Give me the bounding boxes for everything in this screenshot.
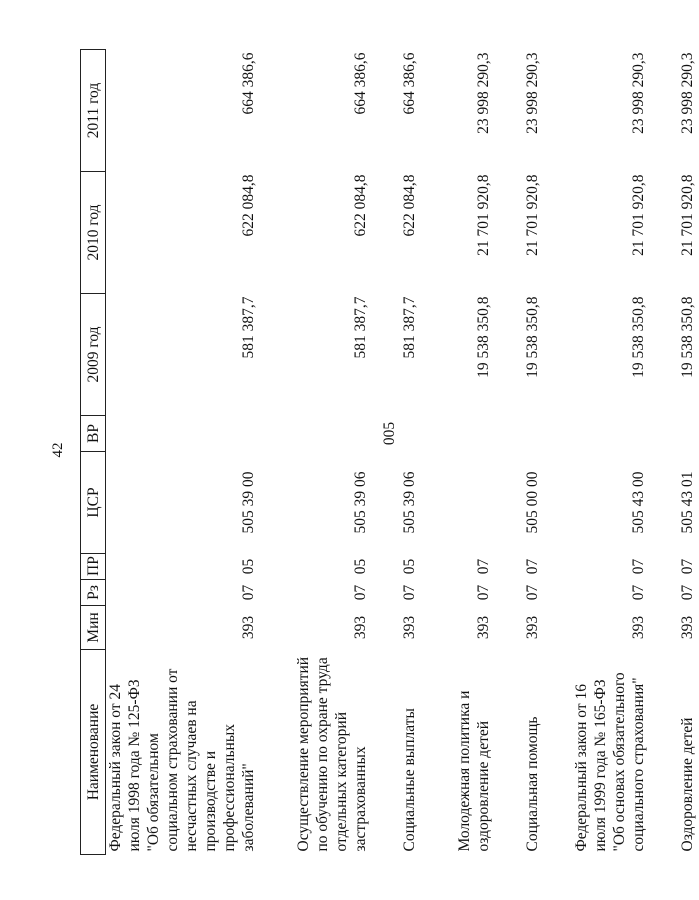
row-min: 393 [679,615,696,640]
row-2009: 19 538 350,8 [524,296,541,378]
row-2011: 664 386,6 [240,52,257,115]
row-csr: 505 43 00 [630,471,647,534]
row-2010: 21 701 920,8 [475,174,492,256]
row-2009: 19 538 350,8 [630,296,647,378]
header-2009: 2009 год [81,294,106,416]
row-pr: 05 [401,558,418,575]
budget-table [80,49,699,855]
row-2011: 664 386,6 [352,52,369,115]
table-row [421,50,495,855]
row-min: 393 [401,615,418,640]
row-vr [544,416,650,452]
table-row [106,50,261,855]
row-2009: 581 387,7 [352,296,369,359]
row-pr: 07 [475,558,492,575]
row-vr [650,416,699,452]
row-csr [421,452,495,554]
row-2011: 23 998 290,3 [524,52,541,134]
row-2009: 581 387,7 [240,296,257,359]
table-row [495,50,544,855]
row-vr [372,416,421,452]
row-min: 393 [475,615,492,640]
row-vr [495,416,544,452]
page-number: 42 [50,442,66,458]
row-name: Социальные выплаты [401,708,418,852]
row-2009: 19 538 350,8 [475,296,492,378]
row-csr: 505 39 06 [352,471,369,534]
row-2009: 19 538 350,8 [679,296,696,378]
row-2009: 581 387,7 [401,296,418,359]
header-pr: ПР [81,554,106,580]
row-min: 393 [524,615,541,640]
table-row [544,50,650,855]
row-csr: 505 00 00 [524,471,541,534]
row-name: Молодежная политика и оздоровление детей [456,690,492,852]
row-csr: 505 39 06 [401,471,418,534]
row-2011: 23 998 290,3 [679,52,696,134]
header-rz: Рз [81,580,106,606]
header-row [81,50,106,855]
row-rz: 07 [401,584,418,601]
row-rz: 07 [352,584,369,601]
row-pr: 07 [524,558,541,575]
row-rz: 07 [524,584,541,601]
table-row [372,50,421,855]
row-vr-value: 005 [381,421,398,446]
row-2011: 23 998 290,3 [475,52,492,134]
row-2011: 23 998 290,3 [630,52,647,134]
row-name: Федеральный закон от 16 июля 1999 года № 165-ФЗ "Об основах обязательного социального страхования" [573,672,647,852]
row-rz: 07 [475,584,492,601]
row-2010: 622 084,8 [352,174,369,237]
row-vr [106,416,261,452]
row-2010: 622 084,8 [401,174,418,237]
row-pr: 07 [630,558,647,575]
header-name: Наименование [81,650,106,855]
header-2010: 2010 год [81,172,106,294]
row-rz: 07 [630,584,647,601]
row-rz: 07 [240,584,257,601]
row-2010: 21 701 920,8 [679,174,696,256]
row-2010: 622 084,8 [240,174,257,237]
row-2011: 664 386,6 [401,52,418,115]
row-name: Осуществление мероприятий по обучению по охране труда отдельных категорий застрахованных [295,656,369,852]
table-row [650,50,699,855]
row-name: Социальная помощь [524,716,541,852]
row-min: 393 [352,615,369,640]
row-vr [260,416,372,452]
table-row [260,50,372,855]
row-pr: 05 [352,558,369,575]
header-2011: 2011 год [81,50,106,172]
row-csr: 505 39 00 [240,471,257,534]
row-2010: 21 701 920,8 [524,174,541,256]
row-vr [421,416,495,452]
row-pr: 05 [240,558,257,575]
row-name: Оздоровление детей [679,717,696,852]
row-rz: 07 [679,584,696,601]
row-min: 393 [240,615,257,640]
header-csr: ЦСР [81,452,106,554]
row-csr: 505 43 01 [679,471,696,534]
header-min: Мин [81,606,106,650]
row-pr: 07 [679,558,696,575]
row-2010: 21 701 920,8 [630,174,647,256]
row-min: 393 [630,615,647,640]
rotated-document [80,50,696,855]
header-vr: ВР [81,416,106,452]
row-name: Федеральный закон от 24 июля 1998 года № 125-ФЗ "Об обязательном социальном страховании от несчастных случаев на производстве и профессиональных заболеваний" [107,668,257,852]
